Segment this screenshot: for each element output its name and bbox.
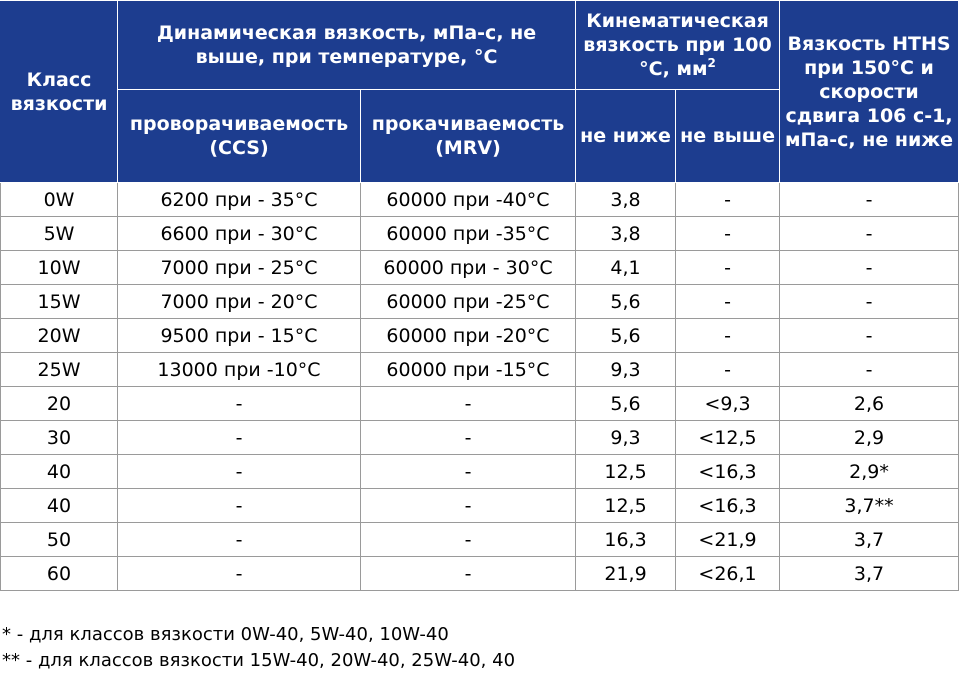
- footnotes: [2, 622, 515, 674]
- table-row: [1, 489, 959, 523]
- cell-mrv: 60000 при -15°С: [361, 353, 576, 387]
- cell-ccs: -: [118, 489, 361, 523]
- cell-cls: 60: [1, 557, 118, 591]
- cell-ccs: 13000 при -10°С: [118, 353, 361, 387]
- table-row: [1, 421, 959, 455]
- cell-mrv: 60000 при -20°С: [361, 319, 576, 353]
- cell-kmax: <16,3: [676, 489, 780, 523]
- cell-hths: 2,9*: [780, 455, 959, 489]
- header-ccs: проворачиваемость (CCS): [118, 90, 361, 183]
- cell-kmin: 3,8: [576, 183, 676, 217]
- cell-cls: 50: [1, 523, 118, 557]
- cell-kmin: 12,5: [576, 455, 676, 489]
- cell-ccs: 7000 при - 20°С: [118, 285, 361, 319]
- cell-kmin: 5,6: [576, 319, 676, 353]
- cell-hths: -: [780, 285, 959, 319]
- footnote-1: * - для классов вязкости 0W-40, 5W-40, 10W-40: [2, 624, 449, 645]
- cell-mrv: -: [361, 557, 576, 591]
- table-row: [1, 251, 959, 285]
- cell-hths: -: [780, 183, 959, 217]
- table-row: [1, 319, 959, 353]
- cell-kmin: 5,6: [576, 285, 676, 319]
- header-hths: Вязкость HTHS при 150°С и скорости сдвига 106 с-1, мПа-с, не ниже: [780, 1, 959, 183]
- cell-kmin: 5,6: [576, 387, 676, 421]
- table-row: [1, 455, 959, 489]
- header-kinematic-sup: 2: [707, 56, 716, 70]
- cell-kmax: -: [676, 217, 780, 251]
- cell-ccs: 6200 при - 35°С: [118, 183, 361, 217]
- cell-kmin: 9,3: [576, 421, 676, 455]
- cell-cls: 40: [1, 489, 118, 523]
- footnote-2: ** - для классов вязкости 15W-40, 20W-40, 25W-40, 40: [2, 650, 516, 671]
- cell-hths: 2,6: [780, 387, 959, 421]
- cell-mrv: -: [361, 489, 576, 523]
- table-row: [1, 353, 959, 387]
- cell-kmin: 16,3: [576, 523, 676, 557]
- cell-kmin: 3,8: [576, 217, 676, 251]
- header-kinematic-min: не ниже: [576, 90, 676, 183]
- cell-mrv: -: [361, 421, 576, 455]
- cell-cls: 10W: [1, 251, 118, 285]
- cell-cls: 20W: [1, 319, 118, 353]
- cell-hths: -: [780, 217, 959, 251]
- cell-ccs: -: [118, 421, 361, 455]
- cell-kmax: <26,1: [676, 557, 780, 591]
- cell-hths: -: [780, 251, 959, 285]
- header-mrv: прокачиваемость (MRV): [361, 90, 576, 183]
- header-kinematic-text: Кинематическая вязкость при 100 °С, мм: [583, 10, 772, 80]
- cell-cls: 5W: [1, 217, 118, 251]
- cell-mrv: -: [361, 523, 576, 557]
- cell-hths: 3,7**: [780, 489, 959, 523]
- header-kinematic-viscosity: [576, 1, 780, 90]
- cell-hths: -: [780, 319, 959, 353]
- cell-ccs: 6600 при - 30°С: [118, 217, 361, 251]
- header-class: Класс вязкости: [1, 1, 118, 183]
- cell-hths: -: [780, 353, 959, 387]
- table-row: [1, 183, 959, 217]
- cell-cls: 40: [1, 455, 118, 489]
- cell-kmax: -: [676, 183, 780, 217]
- cell-kmax: -: [676, 251, 780, 285]
- cell-mrv: 60000 при -25°С: [361, 285, 576, 319]
- cell-mrv: 60000 при -40°С: [361, 183, 576, 217]
- cell-mrv: -: [361, 455, 576, 489]
- cell-kmin: 4,1: [576, 251, 676, 285]
- cell-kmin: 21,9: [576, 557, 676, 591]
- cell-ccs: -: [118, 455, 361, 489]
- cell-cls: 15W: [1, 285, 118, 319]
- table-row: [1, 217, 959, 251]
- header-kinematic-max: не выше: [676, 90, 780, 183]
- cell-ccs: 9500 при - 15°С: [118, 319, 361, 353]
- cell-ccs: 7000 при - 25°С: [118, 251, 361, 285]
- table-row: [1, 557, 959, 591]
- cell-cls: 25W: [1, 353, 118, 387]
- cell-mrv: -: [361, 387, 576, 421]
- cell-hths: 3,7: [780, 557, 959, 591]
- cell-kmax: <21,9: [676, 523, 780, 557]
- cell-mrv: 60000 при - 30°С: [361, 251, 576, 285]
- cell-hths: 3,7: [780, 523, 959, 557]
- table-row: [1, 523, 959, 557]
- cell-kmin: 9,3: [576, 353, 676, 387]
- cell-kmax: <9,3: [676, 387, 780, 421]
- cell-ccs: -: [118, 523, 361, 557]
- cell-ccs: -: [118, 387, 361, 421]
- cell-kmax: -: [676, 353, 780, 387]
- cell-cls: 30: [1, 421, 118, 455]
- cell-cls: 20: [1, 387, 118, 421]
- cell-kmin: 12,5: [576, 489, 676, 523]
- header-dynamic-viscosity: Динамическая вязкость, мПа-с, не выше, при температуре, °С: [118, 1, 576, 90]
- cell-kmax: -: [676, 285, 780, 319]
- table-row: [1, 387, 959, 421]
- cell-mrv: 60000 при -35°С: [361, 217, 576, 251]
- cell-ccs: -: [118, 557, 361, 591]
- table-row: [1, 285, 959, 319]
- cell-kmax: -: [676, 319, 780, 353]
- cell-kmax: <16,3: [676, 455, 780, 489]
- table-body: [1, 183, 959, 591]
- cell-hths: 2,9: [780, 421, 959, 455]
- cell-cls: 0W: [1, 183, 118, 217]
- cell-kmax: <12,5: [676, 421, 780, 455]
